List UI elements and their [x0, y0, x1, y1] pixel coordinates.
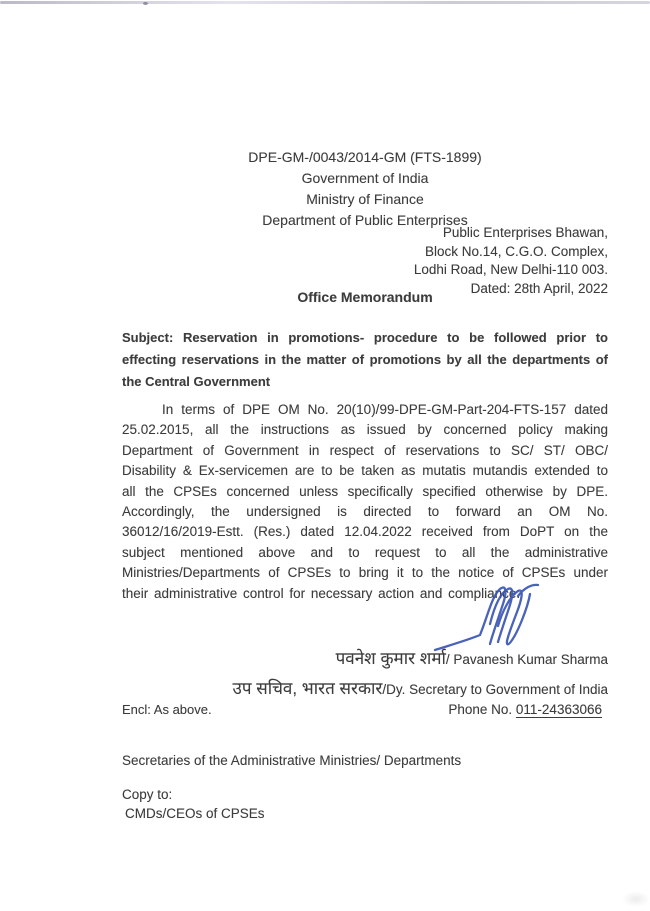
body-paragraph: In terms of DPE OM No. 20(10)/99-DPE-GM-Part-204-FTS-157 dated 25.02.2015, all the instructions as issued by concerned policy making Department of Government in respect of reservations to SC/ ST/ OBC/ Disability & Ex-servicemen are to be taken as mutatis mutandis extended to all the CPSEs concerned unless specifically specified otherwise by DPE. Accordingly, the undersigned is directed to forward an OM No. 36012/16/2019-Estt. (Res.) dated 12.04.2022 received from DoPT on the subject mentioned above and to request to all the administrative Ministries/Departments of CPSEs to bring it to the notice of CPSEs under their administrative control for necessary action and compliance. [122, 402, 608, 601]
phone-number: 011-24363066 [515, 702, 602, 717]
scan-edge-artifact [0, 1, 650, 4]
address-line-block: Block No.14, C.G.O. Complex, [424, 243, 608, 259]
signatory-name-hindi: पवनेश कुमार शर्मा [335, 649, 446, 668]
phone-label: Phone No. [448, 702, 516, 717]
reference-number: DPE-GM-/0043/2014-GM (FTS-1899) [248, 149, 482, 165]
signatory-designation-english: /Dy. Secretary to Government of India [382, 682, 608, 697]
address-line-city: Lodhi Road, New Delhi-110 003. [413, 262, 608, 277]
phone-line [448, 702, 602, 717]
letterhead [122, 147, 608, 231]
enclosure-note: Encl: As above. [122, 702, 212, 717]
signatory-block [122, 646, 608, 699]
date-line: Dated: 28th April, 2022 [470, 280, 608, 296]
copy-to-label: Copy to: [122, 787, 173, 802]
copy-to-recipient: CMDs/CEOs of CPSEs [125, 806, 265, 821]
signatory-name-english: / Pavanesh Kumar Sharma [445, 652, 608, 667]
scan-speck [143, 2, 148, 5]
memorandum-title: Office Memorandum [297, 289, 433, 305]
signatory-designation-hindi: उप सचिव, भारत सरकार [232, 679, 383, 698]
subject-line: Subject: Reservation in promotions- procedure to be followed prior to effecting reservations in the matter of promotions by all the departments of the Central Government [122, 330, 608, 389]
scan-smudge [622, 891, 650, 907]
enclosure-phone-row [122, 702, 602, 717]
signatory-designation [122, 676, 608, 699]
org-line-government: Government of India [301, 170, 429, 186]
address-line-building: Public Enterprises Bhawan, [442, 225, 608, 240]
office-address-block [122, 224, 608, 298]
org-line-ministry: Ministry of Finance [306, 191, 424, 207]
copy-to-block [122, 786, 608, 823]
org-line-department: Department of Public Enterprises [262, 212, 468, 228]
addressee-line: Secretaries of the Administrative Ministries/ Departments [122, 753, 462, 768]
signatory-name [122, 646, 608, 669]
